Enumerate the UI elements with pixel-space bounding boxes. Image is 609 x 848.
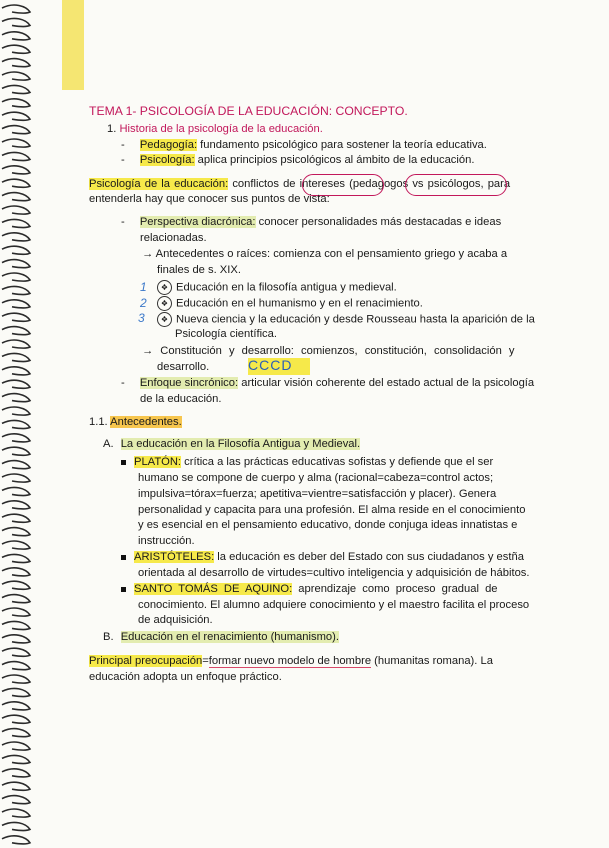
bullet-text: Educación en el humanismo y en el renacimiento. <box>176 297 423 310</box>
platon-line6: instrucción. <box>138 535 195 547</box>
list-item-psicologia <box>121 153 474 167</box>
arrow-item-constitucion <box>142 344 515 358</box>
tomas-line2: conocimiento. El alumno adquiere conocimiento y el maestro facilita el proceso <box>138 599 530 611</box>
arrow-icon: → <box>142 248 154 260</box>
platon-line5: y es esencial en el pensamiento educativo, donde conjuga ideas innatistas e <box>138 519 518 531</box>
tomas-line1 <box>121 582 498 596</box>
section-number: 1. <box>107 123 117 135</box>
term-label: Principal preocupación <box>89 655 203 667</box>
dash: - <box>121 154 125 166</box>
term-text: aplica principios psicológicos al ámbito de la educación. <box>194 154 475 166</box>
handwritten-number: 1 <box>140 280 147 294</box>
item-text-line2: finales de s. XIX. <box>157 264 241 276</box>
term-text: articular visión coherente del estado actual de la psicología <box>238 377 535 389</box>
platon-line2: humano se compone de cuerpo y alma (racional=cabeza=control actos; <box>138 472 494 484</box>
term-text: conflictos de intereses (pedagogos vs psicólogos, para <box>228 178 511 190</box>
item-text-line2: desarrollo. <box>157 361 210 373</box>
bullet-text: Nueva ciencia y la educación y desde Rousseau hasta la aparición de la <box>176 313 535 326</box>
term-label: Psicología de la educación: <box>89 178 229 190</box>
author-text: aprendizaje como proceso gradual de <box>292 583 498 595</box>
diamond-bullet-icon: ❖ <box>157 312 172 327</box>
list-item-pedagogia <box>121 138 487 152</box>
term-label: Psicología: <box>139 154 195 166</box>
section-title: Historia de la psicología de la educación. <box>119 123 323 135</box>
bullet-item-2 <box>157 296 423 311</box>
paragraph-psico-edu-line2: entenderla hay que conocer sus puntos de vista: <box>89 193 330 205</box>
page-title: TEMA 1- PSICOLOGÍA DE LA EDUCACIÓN: CONCEPTO. <box>89 104 408 118</box>
item-title: La educación en la Filosofía Antigua y Medieval. <box>120 438 361 450</box>
author-label: SANTO TOMÁS DE AQUINO: <box>134 583 293 595</box>
author-text: crítica a las prácticas educativas sofistas y defiende que el ser <box>181 456 494 468</box>
platon-line4: personalidad y capacita para una profesión. El alma reside en el conocimiento <box>138 504 526 516</box>
bullet-text-line2: Psicología científica. <box>175 328 277 340</box>
author-label: PLATÓN: <box>134 456 182 468</box>
diamond-bullet-icon: ❖ <box>157 296 172 311</box>
item-title: Educación en el renacimiento (humanismo). <box>120 631 339 643</box>
term-text: fundamento psicológico para sostener la teoría educativa. <box>197 139 487 151</box>
term-label: Perspectiva diacrónica: <box>139 216 256 228</box>
item-B <box>103 630 339 644</box>
dash: - <box>121 139 125 151</box>
paragraph-preocupacion-line2: educación adopta un enfoque práctico. <box>89 671 282 683</box>
bullet-icon <box>121 460 126 465</box>
bullet-icon <box>121 555 126 560</box>
diamond-bullet-icon: ❖ <box>157 280 172 295</box>
bullet-icon <box>121 587 126 592</box>
bullet-text: Educación en la filosofía antigua y medieval. <box>176 281 397 294</box>
bullet-item-3 <box>157 312 535 327</box>
item-A <box>103 437 360 451</box>
pink-circle <box>405 174 507 196</box>
aristoteles-line2: orientada al desarrollo de virtudes=cultivo inteligencia y adquisición de hábitos. <box>138 567 530 579</box>
platon-line3: impulsiva=tórax=fuerza; apetitiva=vientre=satisfacción y placer). Genera <box>138 488 497 500</box>
term-label: Pedagogía: <box>139 139 198 151</box>
item-letter: B. <box>103 631 114 643</box>
item-letter: A. <box>103 438 114 450</box>
arrow-icon: → <box>142 345 154 357</box>
list-item-sincronico <box>121 376 534 390</box>
term-text-line2: de la educación. <box>140 393 222 405</box>
handwritten-note: CCCD <box>248 357 293 373</box>
author-text: la educación es deber del Estado con sus ciudadanos y estña <box>214 551 524 563</box>
section-1 <box>107 122 323 136</box>
section-number: 1.1. <box>89 416 108 428</box>
item-text: Antecedentes o raíces: comienza con el pensamiento griego y acaba a <box>153 248 508 260</box>
dash: - <box>121 216 125 228</box>
tomas-line3: de adquisición. <box>138 614 213 626</box>
term-text-underlined: formar nuevo modelo de hombre <box>208 655 372 667</box>
handwritten-number: 3 <box>138 311 145 325</box>
arrow-item-antecedentes <box>142 247 507 261</box>
list-item-diacronica <box>121 215 501 229</box>
term-text: conocer personalidades más destacadas e ideas <box>255 216 502 228</box>
subsection-1-1 <box>89 415 182 429</box>
item-text: Constitución y desarrollo: comienzos, constitución, consolidación y <box>153 345 515 357</box>
dash: - <box>121 377 125 389</box>
paragraph-preocupacion <box>89 654 493 668</box>
handwritten-number: 2 <box>140 296 147 310</box>
bullet-item-1 <box>157 280 397 295</box>
aristoteles-line1 <box>121 550 524 564</box>
section-title: Antecedentes. <box>110 416 182 428</box>
platon-line1 <box>121 455 493 469</box>
term-text-line2: relacionadas. <box>140 232 207 244</box>
author-label: ARISTÓTELES: <box>134 551 215 563</box>
term-text: (humanitas romana). La <box>371 655 493 667</box>
equals-sign: = <box>202 655 209 667</box>
term-label: Enfoque sincrónico: <box>139 377 239 389</box>
